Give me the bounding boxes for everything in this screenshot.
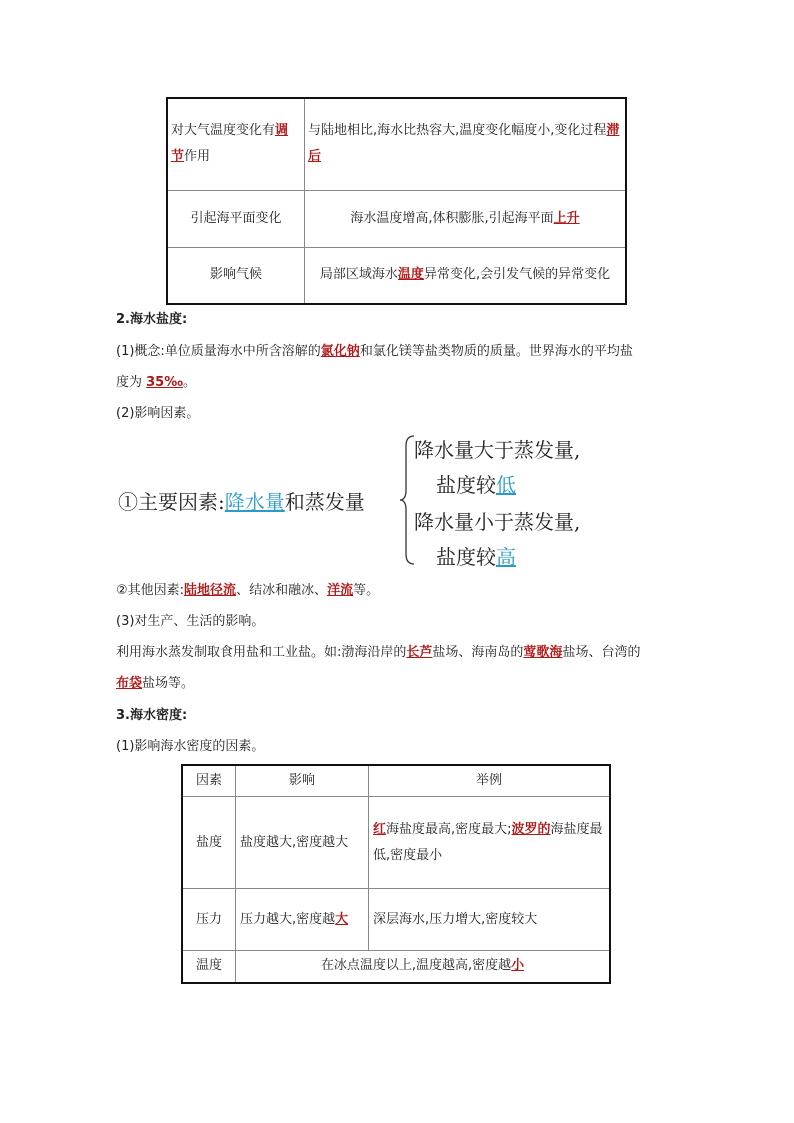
cell-text: 海水温度增高,体积膨胀,引起海平面 bbox=[350, 210, 554, 226]
table-row bbox=[167, 247, 626, 304]
answer-text: 上升 bbox=[553, 210, 580, 226]
answer-text: 节 bbox=[171, 149, 185, 165]
table-row bbox=[167, 190, 626, 247]
text: 度为 bbox=[116, 375, 147, 390]
density-factors-label: (1)影响海水密度的因素。 bbox=[116, 739, 265, 754]
table-row bbox=[182, 889, 610, 951]
answer-text: 陆地径流 bbox=[184, 583, 237, 598]
answer-text: 温度 bbox=[397, 267, 424, 283]
branch1-line2 bbox=[436, 469, 516, 498]
cell-text: 局部区域海水 bbox=[319, 267, 398, 283]
answer-text: 氯化钠 bbox=[320, 344, 360, 359]
table-cell: 深层海水,压力增大,密度较大 bbox=[369, 889, 611, 951]
branch2-line1: 降水量小于蒸发量, bbox=[414, 510, 581, 534]
table-cell: 引起海平面变化 bbox=[167, 190, 305, 247]
section-heading-density: 3.海水密度: bbox=[116, 708, 188, 723]
table-row bbox=[182, 797, 610, 889]
text: 、结冰和融冰、 bbox=[236, 583, 328, 598]
text: 盐度较 bbox=[436, 473, 496, 497]
table-cell: 盐度 bbox=[182, 797, 236, 889]
answer-text: 降水量 bbox=[224, 490, 285, 514]
branch1-line1: 降水量大于蒸发量, bbox=[414, 438, 581, 462]
impact-label: (3)对生产、生活的影响。 bbox=[116, 614, 265, 629]
text: 盐场等。 bbox=[142, 676, 195, 691]
answer-text: 布袋 bbox=[116, 676, 143, 691]
impact-line2 bbox=[116, 674, 194, 694]
salinity-factors-label: (2)影响因素。 bbox=[116, 406, 200, 421]
table-cell bbox=[369, 797, 611, 889]
table-cell bbox=[305, 190, 627, 247]
answer-text: 大 bbox=[335, 911, 349, 927]
text: 和蒸发量 bbox=[284, 490, 365, 514]
answer-text: 滞后 bbox=[308, 123, 620, 165]
salinity-concept bbox=[116, 342, 633, 362]
text: 等。 bbox=[353, 583, 380, 598]
density-factors-table bbox=[181, 764, 611, 984]
table-cell bbox=[167, 98, 305, 190]
table-cell: 压力 bbox=[182, 889, 236, 951]
table-cell: 影响气候 bbox=[167, 247, 305, 304]
ocean-temperature-table bbox=[166, 97, 627, 305]
text: (1)概念:单位质量海水中所含溶解的 bbox=[116, 344, 321, 359]
answer-text: 莺歌海 bbox=[523, 645, 563, 660]
main-factor bbox=[118, 486, 365, 515]
table-cell bbox=[305, 247, 627, 304]
column-header: 影响 bbox=[236, 765, 369, 797]
answer-text: 洋流 bbox=[327, 583, 354, 598]
text: 。 bbox=[182, 375, 196, 390]
cell-text: 对大气温度变化有 bbox=[171, 123, 276, 139]
answer-text: 调 bbox=[275, 123, 289, 139]
table-cell: 盐度越大,密度越大 bbox=[236, 797, 369, 889]
cell-text: 作用 bbox=[184, 149, 211, 165]
text: 和氯化镁等盐类物质的质量。世界海水的平均盐 bbox=[359, 344, 633, 359]
cell-text: 与陆地相比,海水比热容大,温度变化幅度小,变化过程 bbox=[308, 123, 607, 139]
answer-text: 35‰ bbox=[146, 375, 183, 390]
column-header: 因素 bbox=[182, 765, 236, 797]
text: ①主要因素: bbox=[118, 490, 225, 514]
text: 盐度较 bbox=[436, 545, 496, 569]
table-cell bbox=[236, 951, 611, 983]
table-row bbox=[182, 951, 610, 983]
answer-text: 红 bbox=[373, 821, 387, 837]
answer-text: 小 bbox=[511, 958, 525, 974]
column-header: 举例 bbox=[369, 765, 611, 797]
table-cell bbox=[236, 889, 369, 951]
text: 盐场、海南岛的 bbox=[432, 645, 524, 660]
table-row bbox=[167, 98, 626, 190]
branch2-line2 bbox=[436, 541, 516, 570]
answer-text: 低 bbox=[496, 473, 516, 497]
section-heading-salinity: 2.海水盐度: bbox=[116, 312, 188, 327]
answer-text: 长芦 bbox=[406, 645, 433, 660]
answer-text: 波罗的 bbox=[511, 821, 551, 837]
text: 在冰点温度以上,温度越高,密度越 bbox=[320, 958, 512, 974]
text: 盐场、台湾的 bbox=[562, 645, 641, 660]
salinity-concept-line2 bbox=[116, 373, 196, 393]
answer-text: 高 bbox=[496, 545, 516, 569]
table-cell bbox=[305, 98, 627, 190]
impact-line1 bbox=[116, 643, 640, 663]
text: ②其他因素: bbox=[116, 583, 185, 598]
table-cell: 温度 bbox=[182, 951, 236, 983]
cell-text: 异常变化,会引发气候的异常变化 bbox=[423, 267, 611, 283]
text: 海盐度最高,密度最大; bbox=[386, 821, 512, 837]
other-factors bbox=[116, 581, 379, 601]
table-header-row bbox=[182, 765, 610, 797]
text: 压力越大,密度越 bbox=[240, 911, 336, 927]
text: 利用海水蒸发制取食用盐和工业盐。如:渤海沿岸的 bbox=[116, 645, 407, 660]
text: 海盐度最低,密度最小 bbox=[373, 821, 603, 863]
